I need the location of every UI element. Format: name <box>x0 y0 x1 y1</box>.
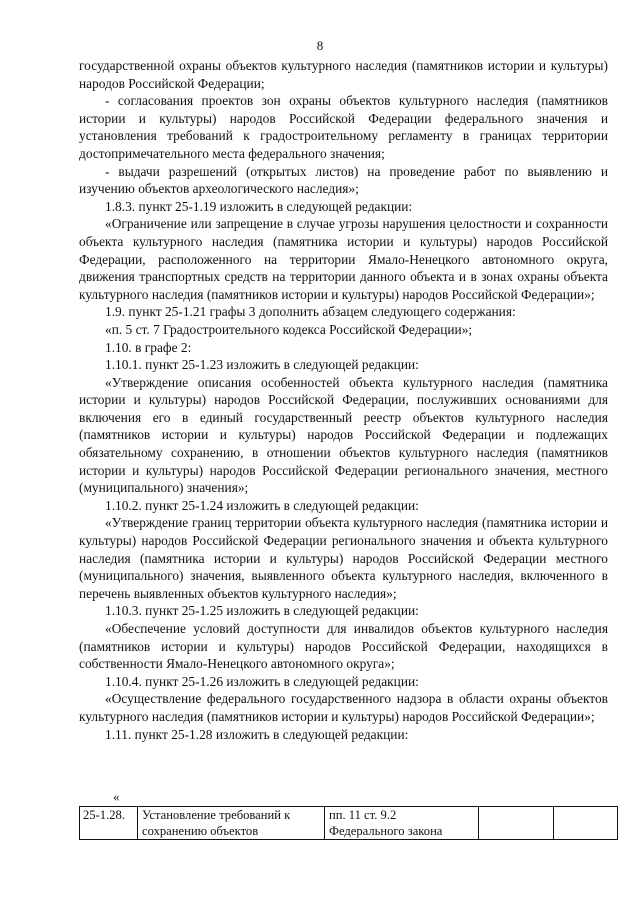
item-number-cell: 25-1.28. <box>80 807 138 840</box>
paragraph-2: - согласования проектов зон охраны объектов культурного наследия (памятников истории и культуры) народов Российской Федерации федерального значения и установления требований к градостроительному регламенту в границах территории достопримечательного места федерального значения; <box>79 93 608 161</box>
regulation-table <box>79 806 618 840</box>
column-4-cell <box>479 807 554 840</box>
legal-basis-cell: пп. 11 ст. 9.2 Федерального закона <box>325 807 479 840</box>
paragraph-13: 1.10.3. пункт 25-1.25 изложить в следующей редакции: <box>105 603 419 619</box>
paragraph-8: 1.10. в графе 2: <box>105 339 192 355</box>
paragraph-16: «Осуществление федерального государственного надзора в области охраны объектов культурного наследия (памятников истории и культуры) народов Российской Федерации»; <box>79 691 608 724</box>
paragraph-10: «Утверждение описания особенностей объекта культурного наследия (памятника истории и культуры) народов Российской Федерации, послуживших основаниями для включения его в единый государственный реестр объектов культурного наследия (памятников истории и культуры) народов Российской Федерации и подлежащих обязательному сохранению, в отношении объектов культурного наследия (памятников истории и культуры) народов Российской Федерации регионального значения, местного (муниципального) значения»; <box>79 374 608 496</box>
paragraph-4: 1.8.3. пункт 25-1.19 изложить в следующей редакции: <box>105 198 413 214</box>
paragraph-11: 1.10.2. пункт 25-1.24 изложить в следующей редакции: <box>105 497 419 513</box>
paragraph-3: - выдачи разрешений (открытых листов) на проведение работ по выявлению и изучению объектов археологического наследия»; <box>79 163 608 197</box>
body-text <box>79 57 608 743</box>
page-number: 8 <box>316 38 324 53</box>
paragraph-12: «Утверждение границ территории объекта культурного наследия (памятника истории и культуры) народов Российской Федерации регионального значения и объекта культурного наследия (памятника истории и культуры) народов Российской Федерации местного (муниципального) значения, выявленного объекта культурного наследия, включенного в перечень выявленных объектов культурного наследия»; <box>79 515 608 601</box>
paragraph-14: «Обеспечение условий доступности для инвалидов объектов культурного наследия (памятников истории и культуры) народов Российской Федерации, находящихся в собственности Ямало-Ненецкого автономного округа»; <box>79 621 608 672</box>
paragraph-1: государственной охраны объектов культурного наследия (памятников истории и культуры) народов Российской Федерации; <box>79 58 608 91</box>
opening-quote-mark: « <box>113 789 120 804</box>
paragraph-6: 1.9. пункт 25-1.21 графы 3 дополнить абзацем следующего содержания: <box>105 304 516 320</box>
column-5-cell <box>554 807 618 840</box>
item-name-cell: Установление требований к сохранению объектов <box>138 807 325 840</box>
paragraph-17: 1.11. пункт 25-1.28 изложить в следующей редакции: <box>105 726 409 742</box>
paragraph-9: 1.10.1. пункт 25-1.23 изложить в следующей редакции: <box>105 357 419 373</box>
paragraph-7: «п. 5 ст. 7 Градостроительного кодекса Российской Федерации»; <box>105 321 473 337</box>
table-row <box>80 807 618 840</box>
paragraph-15: 1.10.4. пункт 25-1.26 изложить в следующей редакции: <box>105 673 419 689</box>
paragraph-5: «Ограничение или запрещение в случае угрозы нарушения целостности и сохранности объекта культурного наследия (памятника истории и культуры) народов Российской Федерации, расположенного на территории Ямало-Ненецкого автономного округа, движения транспортных средств на территории данного объекта и в зонах охраны объекта культурного наследия (памятников истории и культуры) народов Российской Федерации»; <box>79 216 608 302</box>
